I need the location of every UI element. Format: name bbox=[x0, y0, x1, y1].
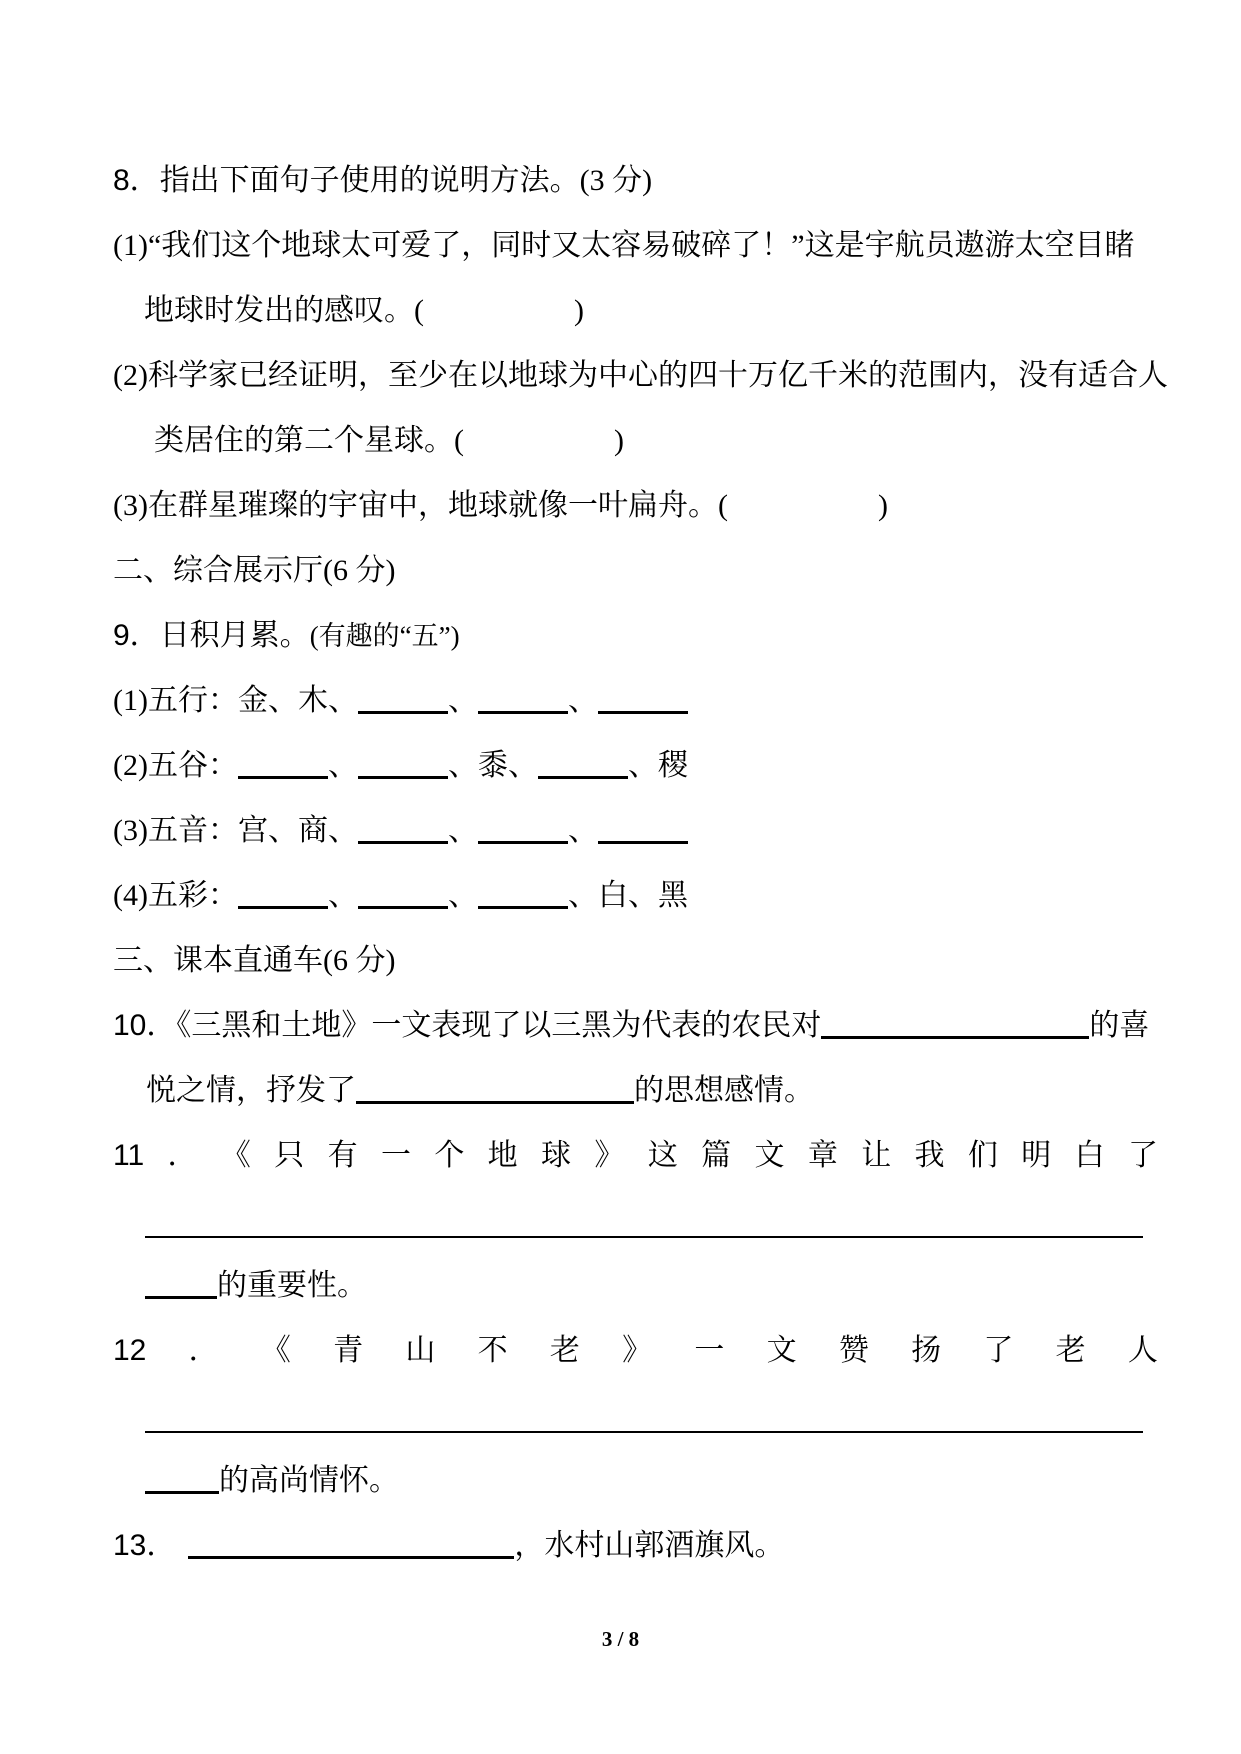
char-token: 人 bbox=[1127, 1334, 1158, 1367]
answer-blank bbox=[145, 1296, 217, 1299]
text-segment: 二、综合展示厅(6 分) bbox=[113, 554, 396, 587]
char-token: 只 bbox=[274, 1139, 305, 1172]
text-segment: 、 bbox=[447, 814, 478, 847]
char-token: 》 bbox=[622, 1334, 653, 1367]
text-segment: 《三黑和土地》一文表现了以三黑为代表的农民对 bbox=[176, 1009, 822, 1042]
q8-item-1-line-2 bbox=[113, 278, 1158, 343]
answer-blank bbox=[821, 1036, 1089, 1039]
question-number: 10． bbox=[113, 1009, 177, 1042]
char-token: 《 bbox=[220, 1139, 251, 1172]
answer-blank bbox=[358, 906, 448, 909]
q9-item-2 bbox=[113, 733, 1158, 798]
section-3-heading bbox=[113, 928, 1158, 993]
text-segment: 地球时发出的感叹。( bbox=[144, 294, 424, 327]
char-token: 一 bbox=[694, 1334, 725, 1367]
char-token: 》 bbox=[594, 1139, 625, 1172]
text-segment: (1)五行：金、木、 bbox=[113, 684, 358, 717]
text-segment: 的喜 bbox=[1089, 1009, 1150, 1042]
char-token: 这 bbox=[647, 1139, 678, 1172]
text-segment: ) bbox=[574, 294, 584, 327]
text-segment: 、白、黑 bbox=[567, 879, 688, 912]
text-segment: ) bbox=[877, 489, 888, 522]
char-token: 《 bbox=[260, 1334, 291, 1367]
text-segment: ) bbox=[614, 424, 624, 457]
q8-item-2-line-1 bbox=[113, 343, 1168, 408]
q11-answer-rule bbox=[113, 1188, 1158, 1253]
answer-blank bbox=[538, 776, 628, 779]
text-segment: ，水村山郭酒旗风。 bbox=[514, 1529, 785, 1562]
char-token: ． bbox=[188, 1334, 219, 1367]
q12-line-2 bbox=[113, 1448, 1158, 1513]
q10-line-1 bbox=[113, 993, 1158, 1058]
text-segment: 悦之情，抒发了 bbox=[146, 1074, 356, 1107]
text-segment: (3)五音：宫、商、 bbox=[113, 814, 358, 847]
char-token: 地 bbox=[487, 1139, 518, 1172]
text-segment: 、 bbox=[327, 749, 358, 782]
text-segment: 的重要性。 bbox=[217, 1269, 367, 1302]
question-number: 11 bbox=[113, 1139, 145, 1172]
char-token: 章 bbox=[807, 1139, 838, 1172]
text-segment: (2)五谷： bbox=[113, 749, 238, 782]
text-segment: 的高尚情怀。 bbox=[219, 1464, 399, 1497]
text-segment: 指出下面句子使用的说明方法。(3 分) bbox=[159, 164, 653, 197]
answer-blank bbox=[598, 841, 688, 844]
char-token: 了 bbox=[983, 1334, 1014, 1367]
answer-blank bbox=[238, 906, 328, 909]
q12-answer-rule-underline bbox=[145, 1383, 1143, 1433]
q9-heading bbox=[113, 603, 1158, 668]
q11-answer-rule-underline bbox=[145, 1188, 1143, 1238]
answer-blank bbox=[598, 711, 688, 714]
q8-item-1-line-1 bbox=[113, 213, 1158, 278]
char-token: 老 bbox=[1055, 1334, 1086, 1367]
text-segment: 、 bbox=[567, 684, 598, 717]
answer-blank bbox=[358, 776, 448, 779]
question-number: 12 bbox=[113, 1334, 147, 1367]
char-token: 个 bbox=[434, 1139, 465, 1172]
char-token: 文 bbox=[766, 1334, 797, 1367]
q12-line-1 bbox=[113, 1318, 1158, 1383]
text-segment: 类居住的第二个星球。( bbox=[154, 424, 464, 457]
question-number: 9． bbox=[113, 619, 160, 652]
char-token: 白 bbox=[1074, 1139, 1105, 1172]
text-segment: (3)在群星璀璨的宇宙中，地球就像一叶扁舟。( bbox=[113, 489, 728, 522]
q13-line bbox=[113, 1513, 1158, 1578]
char-token: 了 bbox=[1127, 1139, 1158, 1172]
question-number: 13． bbox=[113, 1529, 177, 1562]
q8-heading bbox=[113, 148, 1158, 213]
answer-blank bbox=[358, 841, 448, 844]
q8-item-3 bbox=[113, 473, 1158, 538]
section-2-heading bbox=[113, 538, 1158, 603]
answer-blank bbox=[145, 1491, 219, 1494]
text-segment: (1)“我们这个地球太可爱了，同时又太容易破碎了！”这是宇航员遨游太空目睹 bbox=[113, 229, 1135, 262]
page-number-indicator: 3 / 8 bbox=[601, 1627, 640, 1651]
q12-answer-rule bbox=[113, 1383, 1158, 1448]
answer-blank bbox=[478, 906, 568, 909]
char-token: 青 bbox=[333, 1334, 364, 1367]
answer-blank bbox=[358, 711, 448, 714]
q9-item-4 bbox=[113, 863, 1158, 928]
answer-blank bbox=[478, 841, 568, 844]
char-token: 让 bbox=[861, 1139, 892, 1172]
text-segment: 三、课本直通车(6 分) bbox=[113, 944, 396, 977]
q10-line-2 bbox=[113, 1058, 1158, 1123]
hint-text: (有趣的“五”) bbox=[309, 621, 460, 651]
text-segment: 、 bbox=[447, 879, 478, 912]
char-token: 扬 bbox=[911, 1334, 942, 1367]
char-token: 篇 bbox=[701, 1139, 732, 1172]
text-segment: (2)科学家已经证明，至少在以地球为中心的四十万亿千米的范围内，没有适合人 bbox=[113, 359, 1168, 392]
char-token: 赞 bbox=[838, 1334, 869, 1367]
q8-item-2-line-2 bbox=[113, 408, 1158, 473]
text-segment: 、 bbox=[447, 684, 478, 717]
text-segment: 日积月累。 bbox=[159, 619, 310, 652]
text-segment: 的思想感情。 bbox=[634, 1074, 814, 1107]
char-token: 不 bbox=[477, 1334, 508, 1367]
q9-item-1 bbox=[113, 668, 1158, 733]
char-token: 我 bbox=[914, 1139, 945, 1172]
answer-blank bbox=[478, 711, 568, 714]
q11-line-2 bbox=[113, 1253, 1158, 1318]
char-token: 山 bbox=[405, 1334, 436, 1367]
text-segment: 、稷 bbox=[627, 749, 688, 782]
text-segment: (4)五彩： bbox=[113, 879, 238, 912]
text-segment: 、黍、 bbox=[447, 749, 538, 782]
char-token: 老 bbox=[549, 1334, 580, 1367]
char-token: 明 bbox=[1021, 1139, 1052, 1172]
q9-item-3 bbox=[113, 798, 1158, 863]
q11-line-1 bbox=[113, 1123, 1158, 1188]
char-token: 们 bbox=[967, 1139, 998, 1172]
char-token: 有 bbox=[327, 1139, 358, 1172]
char-token: 文 bbox=[754, 1139, 785, 1172]
text-segment: 、 bbox=[567, 814, 598, 847]
char-token: 球 bbox=[541, 1139, 572, 1172]
question-number: 8． bbox=[113, 164, 160, 197]
answer-blank bbox=[238, 776, 328, 779]
text-segment: 、 bbox=[327, 879, 358, 912]
answer-blank bbox=[188, 1556, 514, 1559]
answer-blank bbox=[356, 1101, 634, 1104]
char-token: ． bbox=[167, 1139, 198, 1172]
char-token: 一 bbox=[380, 1139, 411, 1172]
